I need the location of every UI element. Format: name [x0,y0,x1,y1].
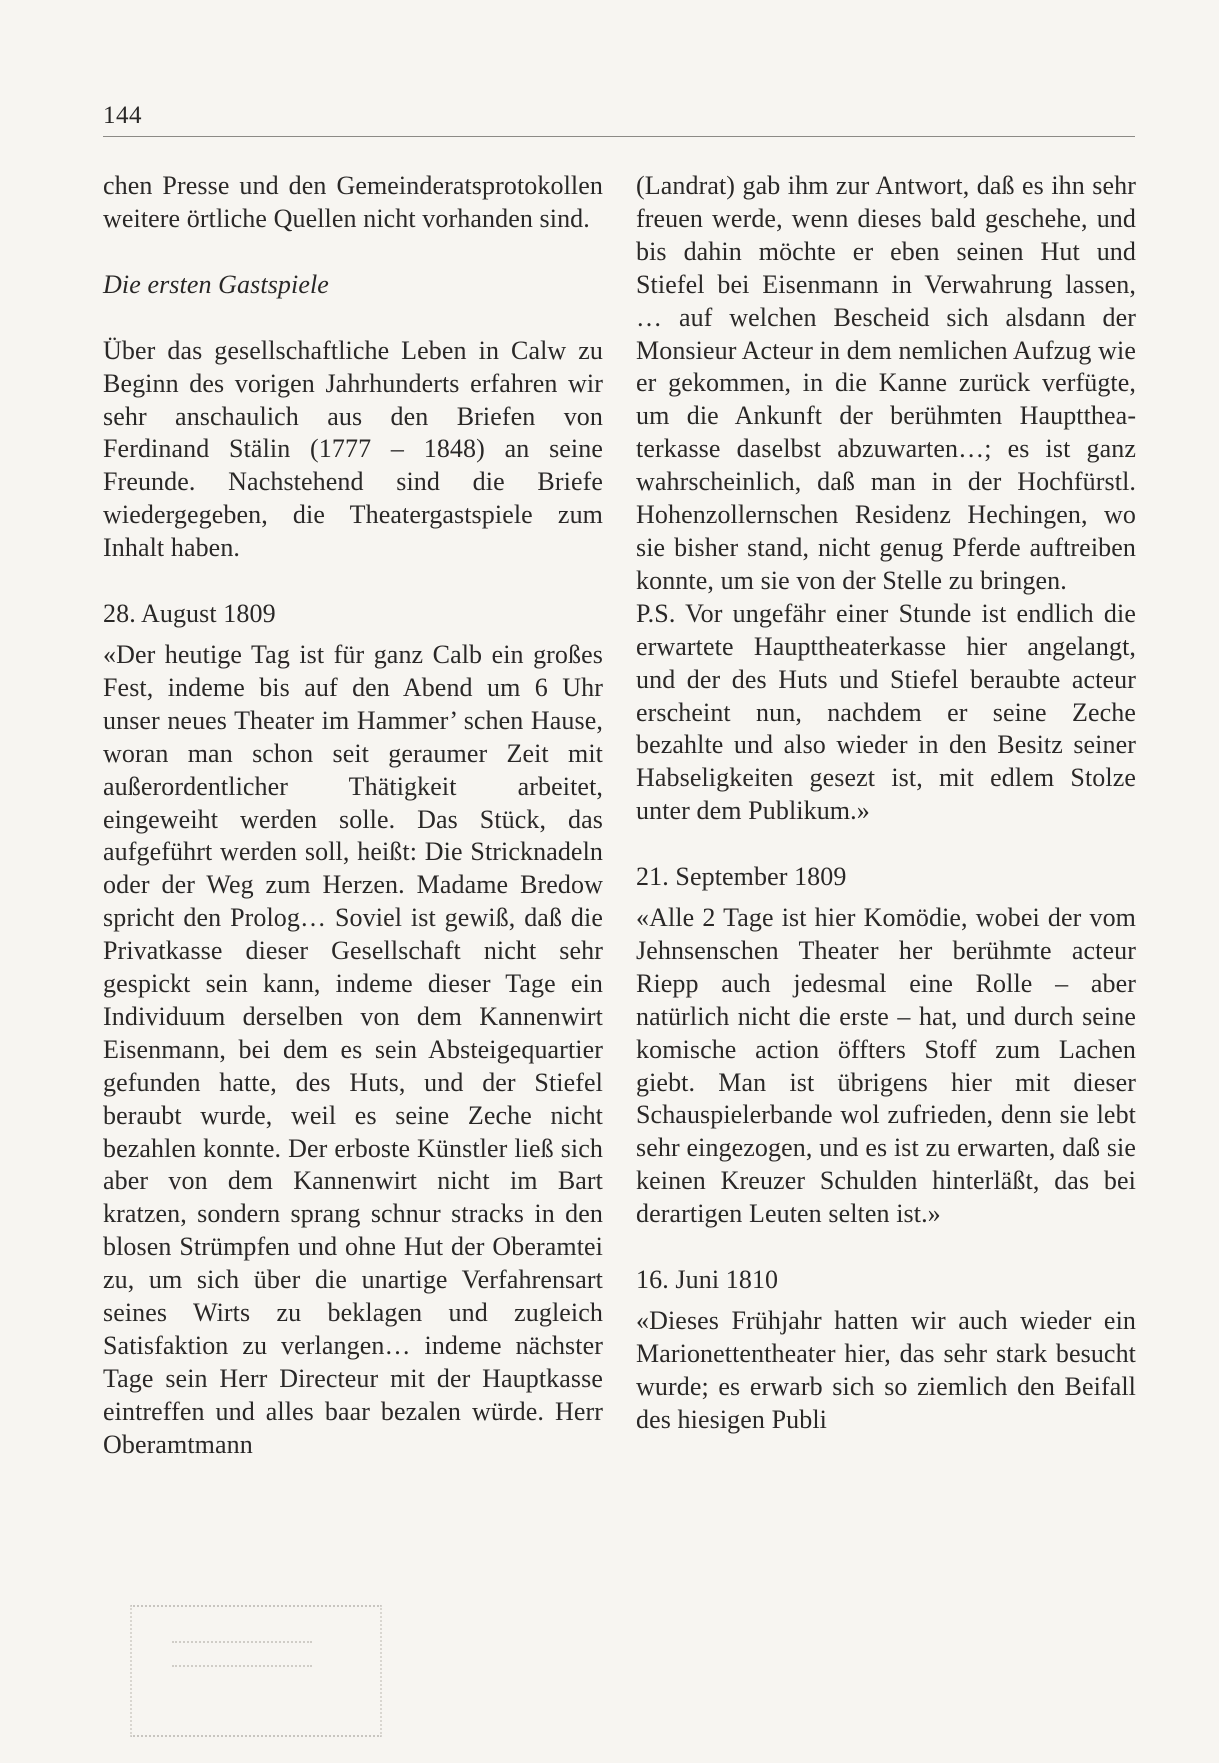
letter-text-continued: (Landrat) gab ihm zur Antwort, daß es ihn sehr freuen werde, wenn dieses bald geschehe, und bis dahin möchte er eben seinen Hut und Stiefel bei Eisenmann in Verwahrung lassen, … auf welchen Bescheid sich alsdann der Monsieur Acteur in dem nemlichen Aufzug wie er gekommen, in die Kanne zurück verfügte, um die Ankunft der berühmten Haupttheaterkasse daselbst abzuwarten…; es ist ganz wahrscheinlich, daß man in der Hochfürstl. Hohenzollernschen Residenz Hechingen, wo sie bisher stand, nicht genug Pferde auftreiben konnte, um sie von der Stelle zu bringen. [636,171,1136,595]
right-column [636,170,1136,1437]
intro-paragraph: chen Presse und den Gemeinderatsprotokollen weitere örtliche Quellen nicht vorhanden sind. [103,171,603,233]
letter-date: 28. August 1809 [103,599,276,629]
letter-date: 21. September 1809 [636,862,847,892]
letter-date: 16. Juni 1810 [636,1265,779,1295]
postscript-paragraph: P.S. Vor ungefähr einer Stunde ist endlich die erwartete Haupttheaterkasse hier angelangt, und der des Huts und Stiefel beraubte acteur erscheint nun, nachdem er seine Zeche bezahlte und also wieder in den Besitz seiner Habseligkeiten gesezt ist, mit edlem Stolze unter dem Publikum.» [636,598,1136,826]
section-heading: Die ersten Gastspiele [103,269,329,299]
letter-text: «Der heutige Tag ist für ganz Calb ein großes Fest, indeme bis auf den Abend um 6 Uhr unser neues Theater im Hammer’ schen Hause, woran man schon seit geraumer Zeit mit außerordentlicher Thätigkeit arbeitet, eingeweiht werden solle. Das Stück, das aufgeführt werden soll, heißt: Die Stricknadeln oder der Weg zum Herzen. Madame Bredow spricht den Prolog… Soviel ist gewiß, daß die Privatkasse dieser Gesellschaft nicht sehr gespickt sein kann, indeme dieser Tage ein Individuum derselben von dem Kannenwirt Eisenmann, bei dem es sein Absteigequartier gefunden hatte, des Huts, und der Stiefel beraubt wurde, weil es seine Zeche nicht bezahlen konnte. Der erboste Künstler ließ sich aber von dem Kannenwirt nicht im Bart kratzen, sondern sprang schnur stracks in den blosen Strümpfen und ohne Hut der Oberamtei zu, um sich über die unartige Verfahrensart seines Wirts zu beklagen und zugleich Satisfaktion zu verlangen… indeme nächster Tage sein Herr Directeur mit der Hauptkasse eintreffen und alles baar bezalen würde. Herr Oberamtmann [103,639,603,1459]
library-stamp [130,1605,382,1737]
body-paragraph: Über das gesellschaftliche Leben in Calw zu Beginn des vorigen Jahrhunderts erfahren wir sehr anschaulich aus den Briefen von Ferdinand Stälin (1777 – 1848) an seine Freunde. Nachstehend sind die Briefe wiedergegeben, die Theatergastspiele zum Inhalt haben. [103,335,603,563]
header-rule [103,136,1135,137]
letter-text: «Alle 2 Tage ist hier Komödie, wobei der vom Jehnsenschen Theater her berühmte acteur Riepp auch jedesmal eine Rolle – aber natürlich nicht die erste – hat, und durch seine komische action öffters Stoff zum Lachen giebt. Man ist übrigens hier mit dieser Schauspielerbande wol zufrieden, denn sie lebt sehr eingezogen, und es ist zu erwarten, daß sie keinen Kreuzer Schulden hinterläßt, das bei derartigen Leuten selten ist.» [636,903,1136,1229]
letter-text: «Dieses Frühjahr hatten wir auch wieder ein Marionettentheater hier, das sehr stark besucht wurde; es erwarb sich so ziemlich den Beifall des hiesigen Publi [636,1306,1136,1434]
left-column [103,170,603,1462]
page-number: 144 [103,102,142,129]
